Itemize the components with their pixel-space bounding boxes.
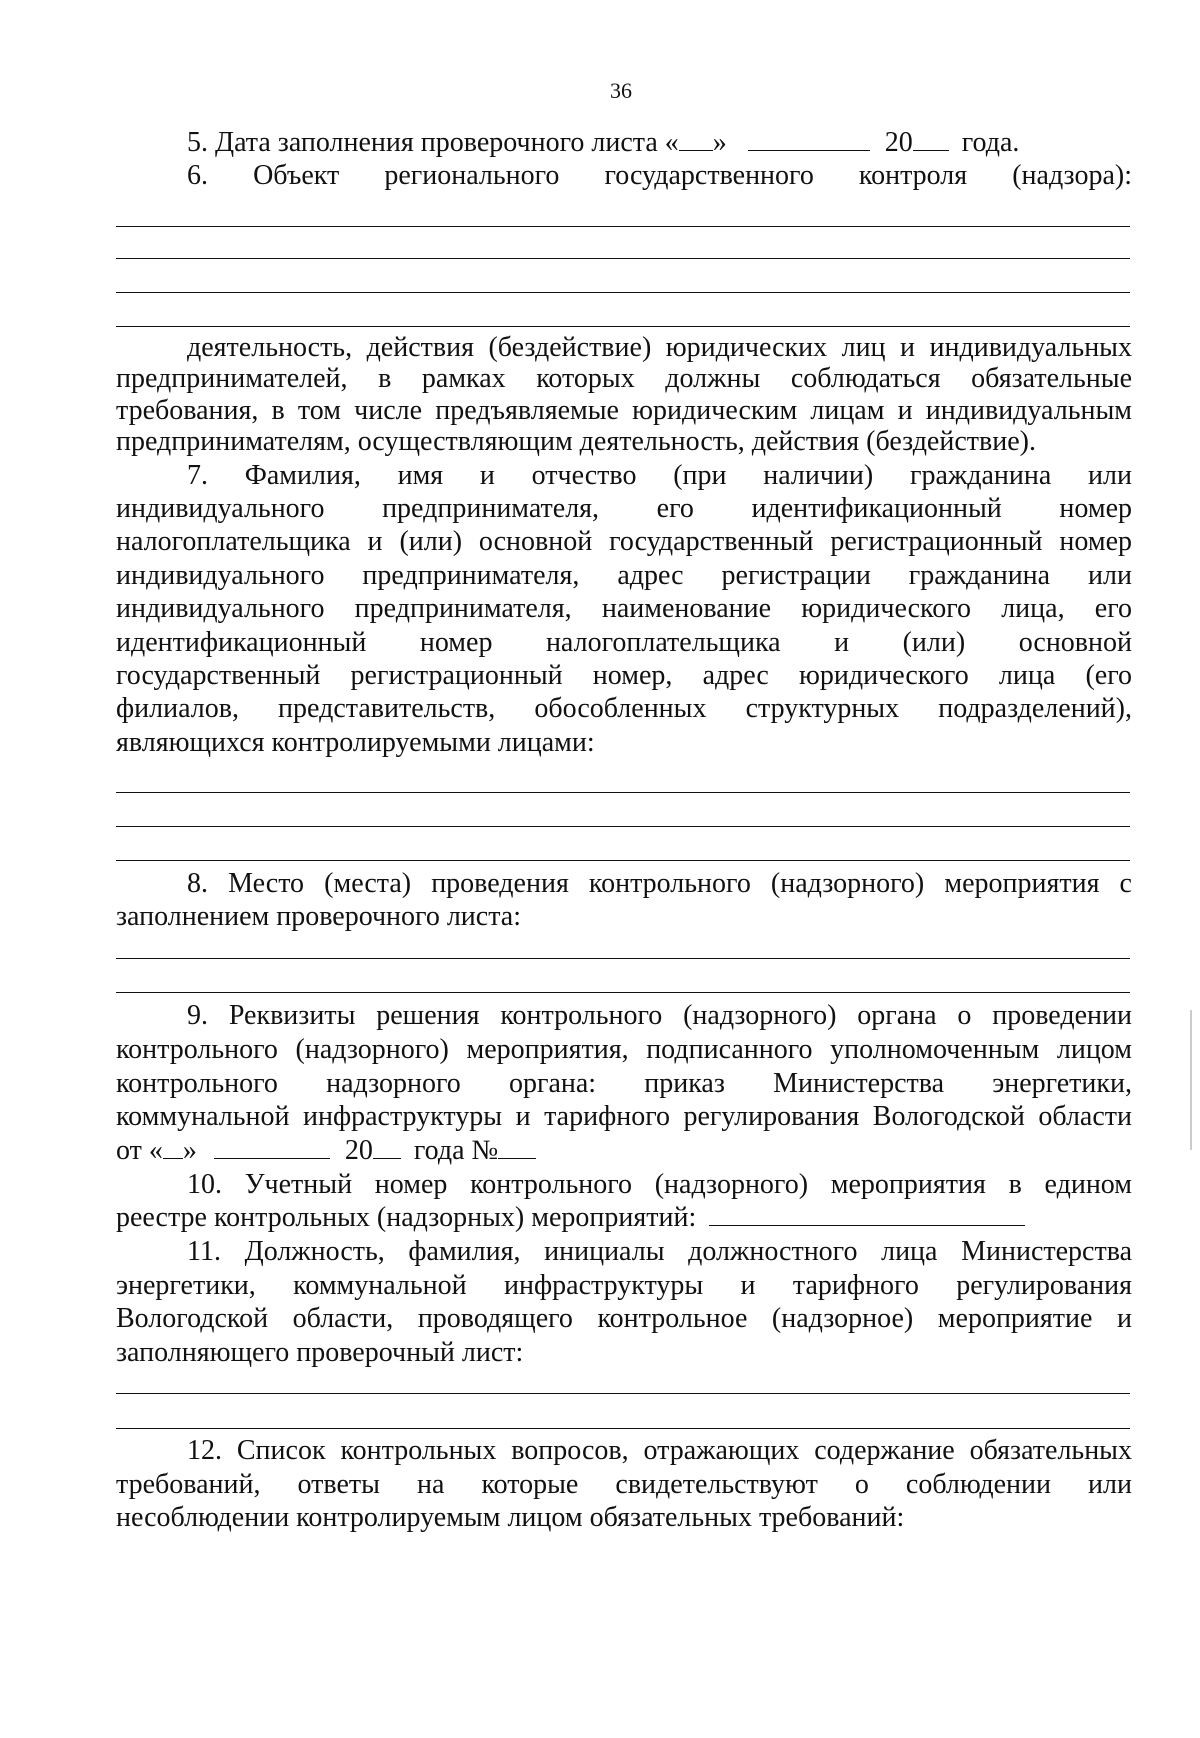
item10-line2: реестре контрольных (надзорных) мероприятий: — [116, 1202, 697, 1233]
item6-word: контроля — [858, 160, 968, 191]
item6-word: (надзора): — [1012, 160, 1132, 191]
item8-text-line: 8. Место (места) проведения контрольного (надзорного) мероприятия с — [187, 868, 1132, 899]
item6-word: регионального — [384, 160, 560, 191]
day-blank[interactable] — [679, 128, 713, 151]
item6-heading — [187, 161, 1132, 191]
item9-year-prefix: 20 — [344, 1135, 373, 1166]
item6-text-line: предпринимателям, осуществляющим деятельность, действия (бездействие). — [116, 426, 1036, 457]
fill-line[interactable] — [116, 792, 1130, 793]
item8-text-line: заполнением проверочного листа: — [116, 901, 522, 932]
item11-text-line: заполняющего проверочный лист: — [116, 1337, 524, 1368]
item7-text-line: государственный регистрационный номер, адрес юридического лица (его — [116, 660, 1132, 691]
item7-text-line: налогоплательщика и (или) основной государственный регистрационный номер — [116, 526, 1132, 557]
item11-text-line: энергетики, коммунальной инфраструктуры и тарифного регулирования — [116, 1270, 1132, 1301]
fill-line[interactable] — [116, 1393, 1130, 1394]
registry-number-blank[interactable] — [709, 1203, 1025, 1226]
item9-year-suffix: года № — [413, 1135, 499, 1166]
item12-text-line: 12. Список контрольных вопросов, отражающих содержание обязательных — [187, 1435, 1132, 1466]
fill-line[interactable] — [116, 226, 1130, 227]
order-year-blank[interactable] — [373, 1136, 401, 1159]
item7-text-line: индивидуального предпринимателя, его идентификационный номер — [116, 493, 1132, 524]
item9-date-prefix: от « — [116, 1135, 163, 1166]
item6-word: государственного — [604, 160, 814, 191]
item9-text-line: контрольного надзорного органа: приказ Министерства энергетики, — [116, 1068, 1132, 1099]
item6-text-line: деятельность, действия (бездействие) юридических лиц и индивидуальных — [187, 332, 1132, 363]
item6-text-line: требования, в том числе предъявляемые юридическим лицам и индивидуальным — [116, 395, 1132, 426]
item7-text-line: являющихся контролируемыми лицами: — [116, 727, 595, 758]
fill-line[interactable] — [116, 292, 1130, 293]
order-month-blank[interactable] — [214, 1136, 330, 1159]
fill-line[interactable] — [116, 992, 1130, 993]
item5-quote-close: » — [712, 127, 727, 158]
item5-date-line — [187, 128, 1019, 158]
fill-line[interactable] — [116, 958, 1130, 959]
item7-text-line: филиалов, представительств, обособленных структурных подразделений), — [116, 693, 1132, 724]
fill-line[interactable] — [116, 826, 1130, 827]
item6-word: 6. — [187, 160, 208, 191]
order-number-blank[interactable] — [498, 1136, 536, 1159]
item12-text-line: несоблюдении контролируемым лицом обязательных требований: — [116, 1502, 905, 1533]
item9-quote-close: » — [182, 1135, 197, 1166]
fill-line[interactable] — [116, 860, 1130, 861]
item5-year-prefix: 20 — [884, 127, 913, 158]
item11-text-line: 11. Должность, фамилия, инициалы должностного лица Министерства — [187, 1236, 1132, 1267]
item9-date-line — [116, 1136, 536, 1166]
page-number: 36 — [610, 78, 632, 103]
year-blank[interactable] — [913, 128, 949, 151]
item7-text-line: индивидуального предпринимателя, наименование юридического лица, его — [116, 593, 1132, 624]
item7-text-line: 7. Фамилия, имя и отчество (при наличии) гражданина или — [187, 460, 1132, 491]
item5-year-suffix: года. — [961, 127, 1020, 158]
item10-registry-line — [116, 1203, 1025, 1233]
item9-text-line: контрольного (надзорного) мероприятия, подписанного уполномоченным лицом — [116, 1034, 1132, 1065]
item9-text-line: коммунальной инфраструктуры и тарифного регулирования Вологодской области — [116, 1101, 1132, 1132]
item6-word: Объект — [253, 160, 340, 191]
item5-label: 5. Дата заполнения проверочного листа « — [187, 127, 679, 158]
item10-text-line: 10. Учетный номер контрольного (надзорного) мероприятия в едином — [187, 1169, 1132, 1200]
order-day-blank[interactable] — [163, 1136, 183, 1159]
item6-text-line: предпринимателей, в рамках которых должны соблюдаться обязательные — [116, 363, 1132, 394]
fill-line[interactable] — [116, 1428, 1130, 1429]
scan-edge-mark — [1190, 1010, 1192, 1150]
item11-text-line: Вологодской области, проводящего контрольное (надзорное) мероприятие и — [116, 1303, 1132, 1334]
month-blank[interactable] — [748, 128, 870, 151]
fill-line[interactable] — [116, 258, 1130, 259]
item12-text-line: требований, ответы на которые свидетельствуют о соблюдении или — [116, 1469, 1132, 1500]
item7-text-line: индивидуального предпринимателя, адрес регистрации гражданина или — [116, 560, 1132, 591]
item7-text-line: идентификационный номер налогоплательщика и (или) основной — [116, 627, 1132, 658]
item9-text-line: 9. Реквизиты решения контрольного (надзорного) органа о проведении — [187, 1000, 1132, 1031]
fill-line[interactable] — [116, 326, 1130, 327]
